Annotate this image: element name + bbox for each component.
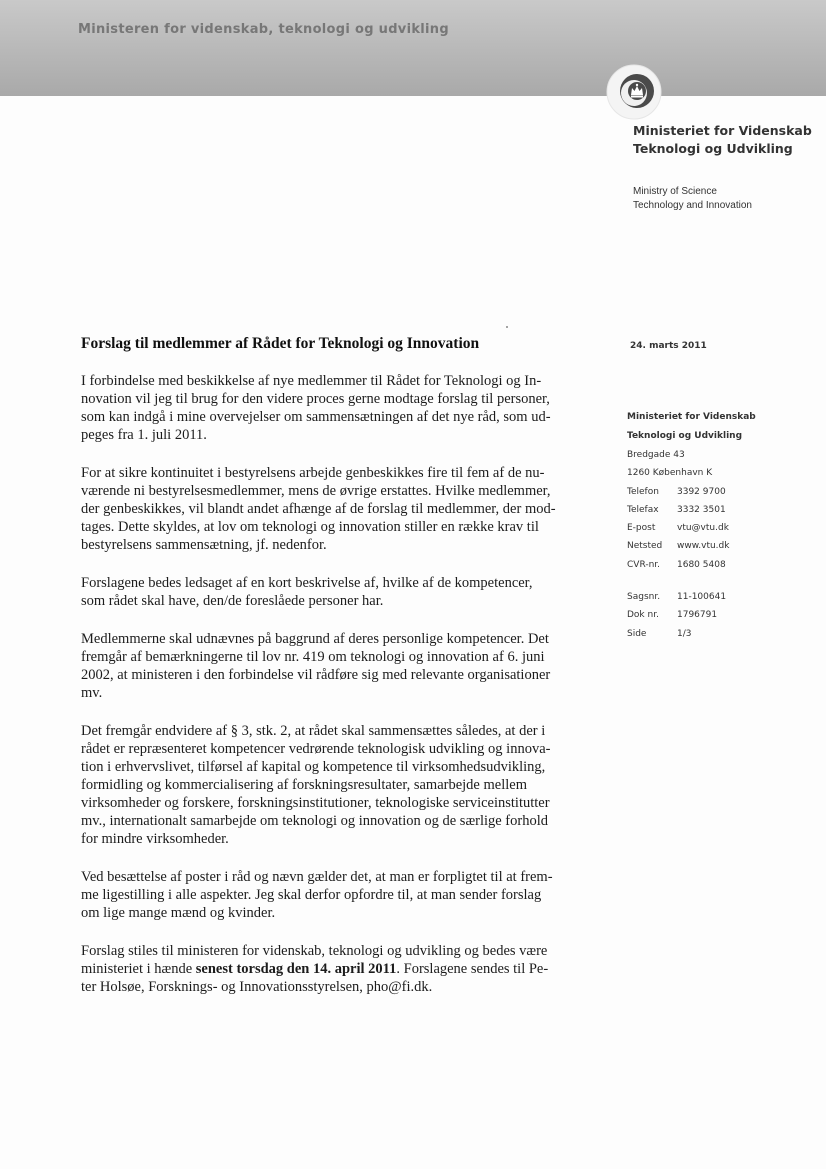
body-paragraph xyxy=(81,372,591,444)
letter-body xyxy=(81,372,591,1016)
body-line: Ved besættelse af poster i råd og nævn gælder det, at man er forpligtet til at frem- xyxy=(81,869,553,885)
contact-value: 1680 5408 xyxy=(677,559,726,570)
body-line: mv., internationalt samarbejde om teknologi og innovation og de særlige forhold xyxy=(81,813,548,829)
sender-org-line: Ministeriet for Videnskab xyxy=(627,412,756,422)
body-paragraph xyxy=(81,722,591,848)
case-value: 11-100641 xyxy=(677,592,727,603)
body-line: mv. xyxy=(81,685,103,701)
body-line: Forslagene bedes ledsaget af en kort beskrivelse af, hvilke af de kompetencer, xyxy=(81,575,533,591)
ministry-name-danish xyxy=(633,122,812,158)
body-line: 2002, at ministeren i den forbindelse vil rådføre sig med relevante organisationer xyxy=(81,667,551,683)
body-line: peges fra 1. juli 2011. xyxy=(81,427,207,443)
body-line: der genbeskikkes, vil blandt andet afhænge af de forslag til medlemmer, der mod- xyxy=(81,501,556,517)
contact-row-fax xyxy=(627,501,756,519)
contact-label: Netsted xyxy=(627,541,663,552)
sender-street: Bredgade 43 xyxy=(627,450,685,460)
case-row-document xyxy=(627,606,756,624)
contact-value: 3332 3501 xyxy=(677,504,726,515)
body-line: I forbindelse med beskikkelse af nye medlemmer til Rådet for Teknologi og In- xyxy=(81,373,542,389)
body-line: formidling og kommercialisering af forskningsresultater, samarbejde mellem xyxy=(81,777,527,793)
body-paragraph xyxy=(81,574,591,610)
body-paragraph-deadline xyxy=(81,942,591,996)
scan-speck xyxy=(506,326,508,328)
case-label: Sagsnr. xyxy=(627,592,661,603)
contact-row-phone xyxy=(627,483,756,501)
ministry-name-line: Ministeriet for Videnskab xyxy=(633,123,812,138)
contact-label: E-post xyxy=(627,523,656,534)
body-line: om lige mange mænd og kvinder. xyxy=(81,905,276,921)
body-text: ministeriet i hænde xyxy=(81,961,196,977)
case-value: 1/3 xyxy=(677,628,692,639)
body-line: tages. Dette skyldes, at lov om teknologi og innovation stiller en række krav til xyxy=(81,519,539,535)
body-line: for mindre virksomheder. xyxy=(81,831,229,847)
crown-logo-icon xyxy=(604,62,664,122)
case-label: Side xyxy=(627,628,647,639)
case-row-number xyxy=(627,588,756,606)
contact-label: Telefax xyxy=(627,504,659,515)
body-line: Medlemmerne skal udnævnes på baggrund af deres personlige kompetencer. Det xyxy=(81,631,549,647)
ministry-name-line: Technology and Innovation xyxy=(633,200,752,211)
contact-row-email xyxy=(627,519,756,537)
body-line: rådet er repræsenteret kompetencer vedrørende teknologisk udvikling og innova- xyxy=(81,741,551,757)
case-value: 1796791 xyxy=(677,610,718,621)
sender-details xyxy=(627,408,756,643)
ministry-name-line: Teknologi og Udvikling xyxy=(633,141,793,156)
body-line: tion i erhvervslivet, tilførsel af kapital og kompetence til virksomhedsudvikling, xyxy=(81,759,546,775)
body-line: ter Holsøe, Forsknings- og Innovationsstyrelsen, pho@fi.dk. xyxy=(81,979,433,995)
sidebar-spacer xyxy=(627,574,756,588)
contact-row-website xyxy=(627,537,756,555)
body-line: fremgår af bemærkningerne til lov nr. 419 om teknologi og innovation af 6. juni xyxy=(81,649,545,665)
contact-value: vtu@vtu.dk xyxy=(677,523,729,534)
body-line: novation vil jeg til brug for den videre proces gerne modtage forslag til personer, xyxy=(81,391,550,407)
body-line: Forslag stiles til ministeren for videnskab, teknologi og udvikling og bedes være xyxy=(81,943,548,959)
body-paragraph xyxy=(81,630,591,702)
body-line: virksomheder og forskere, forskningsinstitutioner, teknologiske serviceinstitutter xyxy=(81,795,550,811)
body-line: værende ni bestyrelsesmedlemmer, mens de øvrige erstattes. Hvilke medlemmer, xyxy=(81,483,551,499)
contact-row-cvr xyxy=(627,556,756,574)
deadline-text: senest torsdag den 14. april 2011 xyxy=(195,961,397,977)
header-banner xyxy=(0,0,826,96)
body-text: . Forslagene sendes til Pe- xyxy=(396,961,549,977)
banner-title: Ministeren for videnskab, teknologi og udvikling xyxy=(78,22,449,37)
letter-subject: Forslag til medlemmer af Rådet for Teknologi og Innovation xyxy=(81,335,480,352)
case-row-page xyxy=(627,625,756,643)
contact-label: Telefon xyxy=(627,486,659,497)
body-paragraph xyxy=(81,868,591,922)
contact-label: CVR-nr. xyxy=(627,559,661,570)
body-line: For at sikre kontinuitet i bestyrelsens arbejde genbeskikkes fire til fem af de nu- xyxy=(81,465,545,481)
ministry-name-english xyxy=(633,185,752,213)
body-line: som kan indgå i mine overvejelser om sammensætningen af det nye råd, som ud- xyxy=(81,409,551,425)
case-label: Dok nr. xyxy=(627,610,659,621)
body-line: bestyrelsens sammensætning, jf. nedenfor. xyxy=(81,537,327,553)
body-line: Det fremgår endvidere af § 3, stk. 2, at rådet skal sammensættes således, at der i xyxy=(81,723,546,739)
contact-value: www.vtu.dk xyxy=(677,541,730,552)
body-paragraph xyxy=(81,464,591,554)
body-line xyxy=(81,960,591,978)
contact-value: 3392 9700 xyxy=(677,486,726,497)
sender-org-line: Teknologi og Udvikling xyxy=(627,431,743,441)
body-line: me ligestilling i alle aspekter. Jeg skal derfor opfordre til, at man sender forslag xyxy=(81,887,542,903)
body-line: som rådet skal have, den/de foreslåede personer har. xyxy=(81,593,384,609)
letter-date: 24. marts 2011 xyxy=(630,341,707,351)
ministry-name-line: Ministry of Science xyxy=(633,186,717,197)
sender-city: 1260 København K xyxy=(627,468,713,479)
